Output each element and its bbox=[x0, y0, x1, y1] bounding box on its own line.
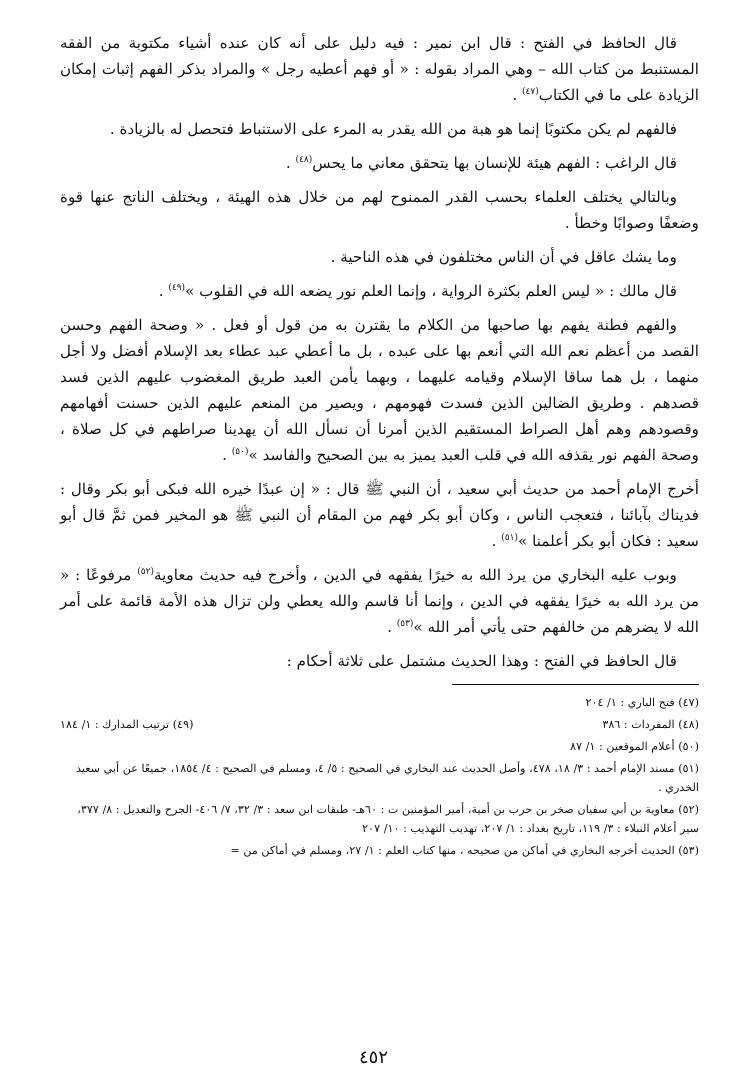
footnote-51: (٥١) مسند الإمام أحمد : ٣/ ١٨، ٤٧٨، وأصل الحديث عند البخاري في الصحيح : ٥/ ٤، ومسلم في الصحيح : ٤/ ١٨٥٤، جميعًا عن أبي سعيد الخدري . bbox=[76, 762, 699, 794]
footnote-47: (٤٧) فتح الباري : ١/ ٢٠٤ bbox=[585, 696, 699, 709]
footnote-48: (٤٨) المفردات : ٣٨٦ bbox=[602, 718, 699, 731]
paragraph-bukhari-chapter: وبوب عليه البخاري من يرد الله به خيرًا يفقهه في الدين ، وأخرج فيه حديث معاوية$^{(٥٢)}$ مرفوعًا : « من يرد الله به خيرًا يفقهه في الدين ، وإنما أنا قاسم والله يعطي ولن تزال هذه الأمة قائمة على أمر الله لا يضرهم من خالفهم حتى يأتي أمر الله »$^{(٥٣)}$ . bbox=[60, 566, 699, 636]
footnote-ref-51: (٥١) bbox=[501, 533, 518, 543]
footnotes bbox=[60, 693, 699, 860]
footnote-row-48-49 bbox=[60, 715, 699, 737]
paragraph-raghib: قال الراغب : الفهم هيئة للإنسان بها يتحقق معاني ما يحس$^{(٤٨)}$ . bbox=[285, 154, 677, 172]
footnote-ref-49: (٤٩) bbox=[168, 283, 186, 293]
footnote-52: (٥٢) معاوية بن أبي سفيان صخر بن حرب بن أمية، أمير المؤمنين ت : ٦٠هـ- طبقات ابن سعد : ٣/ ٣٢، ٧/ ٤٠٦- الجرح والتعديل : ٨/ ٣٧٧، سير أعلام النبلاء : ٣/ ١١٩، تاريخ بغداد : ١/ ٢٠٧، تهذيب التهذيب : ١٠/ ٢٠٧ bbox=[77, 803, 699, 835]
paragraph-ahmad-hadith: أخرج الإمام أحمد من حديث أبي سعيد ، أن النبي ﷺ قال : « إن عبدًا خيره الله فبكى أبو بكر وقال : فديناك بآبائنا ، فتعجب الناس ، وكان أبو بكر فهم من المقام أن النبي ﷺ هو المخير فمن ثمَّ قال أبو سعيد : فكان أبو بكر أعلمنا »$^{(٥١)}$ . bbox=[60, 480, 699, 550]
footnote-ref-52: (٥٢) bbox=[137, 567, 154, 577]
paragraph-scholars-differ: وبالتالي يختلف العلماء بحسب القدر الممنوح لهم من خلال هذه الهيئة ، ويختلف الناتج عنها قوة وضعفًا وصوابًا وخطأ . bbox=[60, 188, 699, 232]
paragraph-malik-quote: قال مالك : « ليس العلم بكثرة الرواية ، وإنما العلم نور يضعه الله في القلوب »$^{(٤٩)}$ . bbox=[158, 282, 677, 300]
footnote-ref-50: (٥٠) bbox=[231, 447, 249, 457]
paragraph-understanding-gift: فالفهم لم يكن مكتوبًا إنما هو هبة من الله يقدر به المرء على الاستنباط فتحصل له بالزيادة . bbox=[109, 120, 677, 138]
footnote-50: (٥٠) أعلام الموقعين : ١/ ٨٧ bbox=[570, 740, 699, 753]
footnote-53: (٥٣) الحديث أخرجه البخاري في أماكن من صحيحه ، منها كتاب العلم : ١/ ٢٧، ومسلم في أماكن من = bbox=[230, 844, 699, 857]
footnote-49: (٤٩) ترتيب المدارك : ١/ ١٨٤ bbox=[60, 718, 194, 731]
page-number: ٤٥٢ bbox=[358, 1047, 388, 1068]
paragraph-hafiz-ibn-numayr: قال الحافظ في الفتح : قال ابن نمير : فيه دليل على أنه كان عنده أشياء مكتوبة من الفقه المستنبط من كتاب الله – وهي المراد بقوله : « أو فهم أعطيه رجل » والمراد بذكر الفهم إثبات إمكان الزيادة على ما في الكتاب$^{(٤٧)}$ . bbox=[60, 34, 699, 104]
paragraph-understanding-definition: والفهم فطنة يفهم بها صاحبها من الكلام ما يقترن به من قول أو فعل . « وصحة الفهم وحسن القصد من أعظم نعم الله التي أنعم بها على عبده ، بل ما أعطي عبد عطاء بعد الإسلام أفضل ولا أجل منهما ، بل هما ساقا الإسلام وقيامه عليهما ، وبهما يأمن العبد طريق المغضوب عليهم الذين فسد قصدهم . وطريق الضالين الذين فسدت فهومهم ، ويصير من المنعم عليهم الذين حسنت أفهامهم وقصودهم وهم أهل الصراط المستقيم الذين أمرنا أن نسأل الله أن يهدينا صراطهم في كل صلاة ، وصحة الفهم نور يقذفه الله في قلب العبد يميز به بين الصحيح والفاسد »$^{(٥٠)}$ . bbox=[60, 316, 699, 464]
paragraph-three-rulings: قال الحافظ في الفتح : وهذا الحديث مشتمل على ثلاثة أحكام : bbox=[286, 652, 677, 670]
paragraph-people-differ: وما يشك عاقل في أن الناس مختلفون في هذه الناحية . bbox=[330, 248, 677, 266]
footnote-separator bbox=[452, 684, 699, 685]
main-text bbox=[60, 30, 699, 674]
footnote-ref-48: (٤٨) bbox=[295, 155, 313, 165]
footnote-ref-53: (٥٣) bbox=[396, 619, 414, 629]
footnote-ref-47: (٤٧) bbox=[522, 87, 539, 97]
book-page bbox=[60, 30, 699, 1070]
